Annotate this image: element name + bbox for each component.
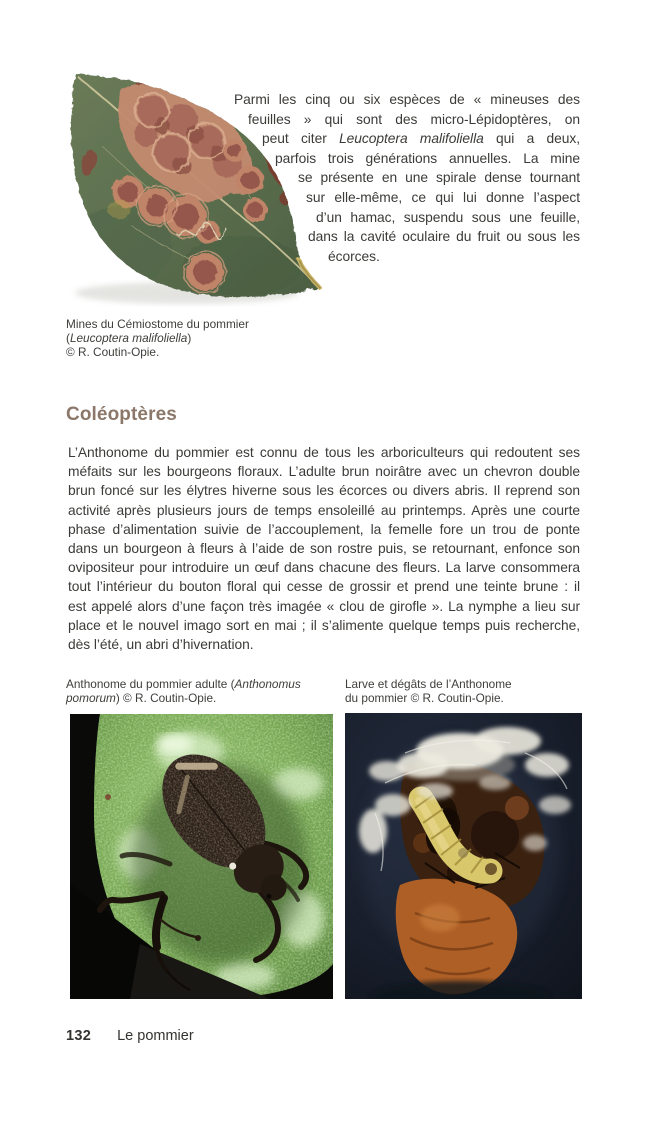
text-line: tout l’intérieur du bouton floral qui cesse de grossir et prend une teinte brune : il (68, 579, 580, 595)
book-title: Le pommier (117, 1028, 194, 1044)
leaf-caption (66, 317, 326, 359)
text-line: parfois trois générations annuelles. La mine (275, 150, 580, 166)
caption-line: pomorum) © R. Coutin-Opie. (66, 691, 217, 705)
intro-paragraph (68, 90, 580, 266)
caption-line: du pommier © R. Coutin-Opie. (345, 691, 504, 705)
text-line: peut citer Leucoptera malifoliella qui a deux, (262, 131, 580, 147)
text-line: activité après plusieurs jours de temps ensoleillé au printemps. Après une courte (68, 502, 580, 518)
caption-line: Mines du Cémiostome du pommier (66, 317, 249, 331)
larva-photo-caption (345, 677, 575, 705)
caption-line: (Leucoptera malifoliella) (66, 331, 192, 345)
text-line: L’Anthonome du pommier est connu de tous les arboriculteurs qui redoutent ses (68, 445, 580, 460)
text-line: feuilles » qui sont des micro-Lépidoptères, on (248, 111, 580, 127)
caption-line: Larve et dégâts de l’Anthonome (345, 677, 512, 691)
weevil-photo-caption (66, 677, 336, 705)
weevil-photo (70, 714, 333, 999)
text-line: dès l’été, un abri d’hivernation. (68, 637, 254, 653)
text-line: phase d’alimentation suivie de l’accouplement, la femelle fore un trou de ponte (68, 521, 580, 537)
text-line: ovipositeur pour introduire un œuf dans chacune des fleurs. La larve consommera (68, 560, 580, 576)
caption-line: © R. Coutin-Opie. (66, 345, 160, 359)
text-line: écorces. (328, 248, 380, 264)
text-line: dans la cavité oculaire du fruit ou sous les (308, 229, 580, 245)
body-paragraph (68, 443, 580, 654)
caption-line: Anthonome du pommier adulte (Anthonomus (66, 677, 301, 691)
page-footer (66, 1028, 194, 1044)
text-line: place et le nouvel imago sort en mai ; il s’alimente quelque temps puis recherche, (68, 617, 580, 633)
text-line: Parmi les cinq ou six espèces de « mineuses des (234, 92, 580, 107)
text-line: se présente en une spirale dense tournant (298, 170, 580, 186)
text-line: brun foncé sur les élytres hiverne sous les écorces ou divers abris. Il reprend son (68, 483, 580, 499)
text-line: dans un bourgeon à fleurs à l’aide de son rostre puis, se retournant, enfonce son (68, 541, 580, 557)
page-number: 132 (66, 1028, 92, 1044)
section-heading: Coléoptères (66, 404, 177, 425)
larva-photo (345, 713, 582, 999)
text-line: méfaits sur les bourgeons floraux. L’adulte brun noirâtre avec un chevron double (68, 464, 580, 480)
text-line: est appelé alors d’une façon très imagée « clou de girofle ». La nymphe a lieu sur (68, 598, 580, 614)
text-line: d’un hamac, suspendu sous une feuille, (316, 209, 580, 225)
text-line: sur elle-même, ce qui lui donne l’aspect (306, 189, 580, 205)
